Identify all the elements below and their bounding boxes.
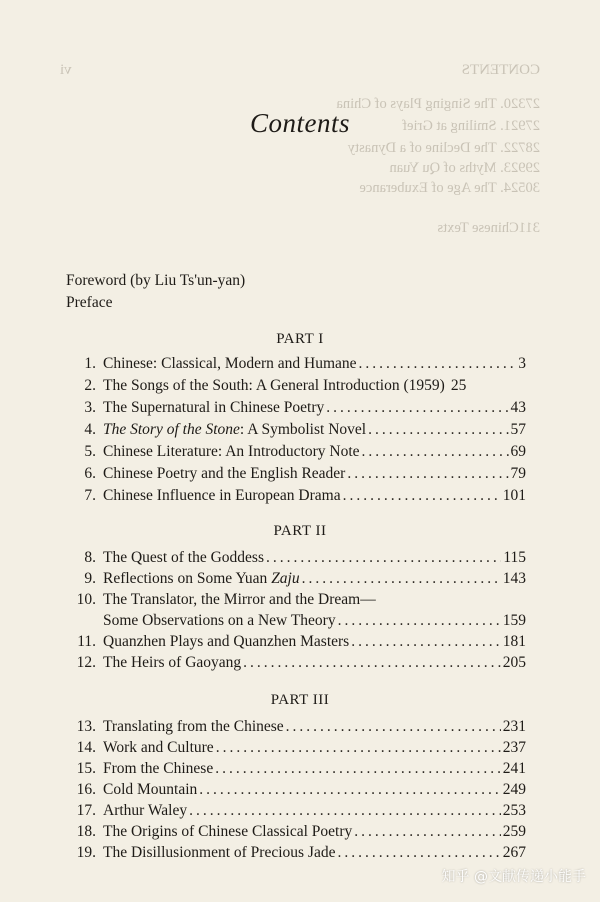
toc-entry: [66, 633, 526, 655]
entry-page: 267: [502, 844, 526, 861]
entry-title-italic: Zaju: [271, 570, 300, 587]
toc-entry: [66, 591, 526, 613]
show-through-entry: [60, 160, 540, 177]
toc-entry: [66, 739, 526, 761]
entry-title: The Songs of the South: A General Introduction (1959): [103, 377, 445, 394]
entry-page: 101: [502, 487, 526, 504]
part-heading: PART II: [273, 523, 327, 539]
leader-dots: [286, 718, 501, 736]
leader-dots: [359, 355, 517, 373]
leader-dots: [347, 465, 508, 483]
entry-title: Chinese Influence in European Drama: [103, 487, 341, 504]
entry-page: 181: [502, 633, 526, 650]
show-through-folio: vi: [60, 62, 72, 78]
leader-dots: [362, 443, 509, 461]
toc-entry: [66, 760, 526, 782]
entry-title: Quanzhen Plays and Quanzhen Masters: [103, 633, 350, 650]
show-through-page: 305: [518, 180, 540, 196]
toc-entry: [66, 718, 526, 740]
leader-dots: [302, 570, 501, 588]
entry-title-plain: Reflections on Some Yuan: [103, 570, 272, 587]
entry-title-italic: The Story of the Stone: [103, 421, 240, 438]
show-through-title: The Singing Plays of China: [336, 96, 497, 112]
entry-title: The Heirs of Gaoyang: [103, 654, 242, 671]
toc-entry: [66, 421, 526, 443]
toc-entry: [66, 844, 526, 866]
toc-entry: [66, 549, 526, 571]
entry-page: 3: [518, 355, 526, 372]
toc-entry: [66, 355, 526, 377]
show-through-header-text: CONTENTS: [461, 62, 540, 78]
entry-page: 249: [502, 781, 526, 798]
show-through-title: The Decline of a Dynasty: [347, 140, 497, 156]
entry-number: 11.: [77, 633, 96, 650]
entry-page: 159: [502, 612, 526, 629]
entry-title: The Translator, the Mirror and the Dream—: [103, 591, 376, 608]
entry-title: Cold Mountain: [103, 781, 198, 798]
show-through-title: Smiling at Grief: [402, 118, 497, 134]
show-through-page: 279: [518, 118, 540, 134]
toc-entry: [66, 399, 526, 421]
leader-dots: [337, 844, 500, 862]
show-through-page: 299: [518, 160, 540, 176]
toc-entry: [66, 802, 526, 824]
entry-page: 115: [503, 549, 526, 566]
entry-title: The Supernatural in Chinese Poetry: [103, 399, 325, 416]
leader-dots: [199, 781, 500, 799]
entry-page: 25: [450, 377, 467, 394]
entry-number: 17.: [76, 802, 96, 819]
leader-dots: [351, 633, 501, 651]
show-through-header: [60, 62, 540, 79]
entry-number: 12.: [76, 654, 96, 671]
toc-entry: [66, 570, 526, 592]
front-matter-preface: Preface: [66, 294, 113, 311]
entry-title: The Disillusionment of Precious Jade: [103, 844, 336, 861]
entry-number: 7.: [84, 487, 96, 504]
entry-title: Some Observations on a New Theory: [103, 612, 336, 629]
entry-title: [103, 570, 300, 588]
show-through-num: 20.: [500, 96, 519, 112]
leader-dots: [243, 654, 501, 672]
entry-page: 43: [510, 399, 526, 416]
front-matter-foreword: Foreword (by Liu Ts'un-yan): [66, 272, 246, 289]
part-heading: PART III: [270, 692, 330, 708]
entry-title: Translating from the Chinese: [103, 718, 284, 735]
entry-page: 241: [502, 760, 526, 777]
leader-dots: [354, 823, 501, 841]
show-through-entry: [60, 180, 540, 197]
leader-dots: [368, 421, 508, 439]
entry-number: 14.: [76, 739, 96, 756]
page-title: Contents: [249, 108, 350, 138]
show-through-page: 273: [518, 96, 540, 112]
toc-entry: [66, 823, 526, 845]
toc-entry: [66, 443, 526, 465]
leader-dots: [326, 399, 508, 417]
entry-title: [103, 421, 366, 439]
entry-page: 57: [510, 421, 526, 438]
show-through-num: 21.: [500, 118, 519, 134]
entry-title-rest: : A Symbolist Novel: [239, 421, 367, 438]
entry-number: 2.: [84, 377, 96, 394]
entry-number: 4.: [84, 421, 96, 438]
entry-number: 19.: [76, 844, 96, 861]
show-through-page: 287: [518, 140, 540, 156]
toc-entry: [66, 465, 526, 487]
entry-page: 69: [510, 443, 526, 460]
show-through-chinese-texts-page: 311: [518, 220, 540, 236]
show-through-num: 23.: [500, 160, 519, 176]
entry-title: Work and Culture: [103, 739, 214, 756]
watermark-text: 知乎 @文献传递小能手: [441, 869, 586, 885]
toc-entry: [66, 612, 526, 634]
entry-title: Chinese Poetry and the English Reader: [103, 465, 346, 482]
entry-number: 3.: [84, 399, 96, 416]
part-heading: PART I: [276, 331, 324, 347]
entry-number: 8.: [84, 549, 96, 566]
leader-dots: [189, 802, 501, 820]
show-through-num: 24.: [500, 180, 519, 196]
entry-page: 259: [502, 823, 526, 840]
show-through-num: 22.: [500, 140, 519, 156]
show-through-title: The Age of Exuberance: [359, 180, 497, 196]
leader-dots: [266, 549, 501, 567]
entry-number: 18.: [76, 823, 96, 840]
toc-entry: [66, 377, 526, 399]
entry-page: 231: [502, 718, 526, 735]
show-through-chinese-texts: [60, 220, 540, 237]
leader-dots: [343, 487, 501, 505]
leader-dots: [215, 760, 501, 778]
entry-title: From the Chinese: [103, 760, 214, 777]
entry-title: The Origins of Chinese Classical Poetry: [103, 823, 353, 840]
show-through-title: Myths of Qu Yuan: [389, 160, 497, 176]
entry-number: 16.: [76, 781, 96, 798]
entry-number: 15.: [76, 760, 96, 777]
entry-number: 10.: [76, 591, 96, 608]
leader-dots: [216, 739, 501, 757]
toc-entry: [66, 487, 526, 509]
entry-page: 237: [502, 739, 526, 756]
show-through-chinese-texts-label: Chinese Texts: [437, 220, 519, 236]
entry-page: 143: [502, 570, 526, 587]
entry-title: Chinese Literature: An Introductory Note: [103, 443, 360, 460]
entry-title: Arthur Waley: [103, 802, 188, 819]
entry-title: Chinese: Classical, Modern and Humane: [103, 355, 357, 372]
entry-number: 5.: [84, 443, 96, 460]
leader-dots: [338, 612, 501, 630]
entry-number: 1.: [84, 355, 96, 372]
show-through-entry: [60, 140, 540, 157]
entry-page: 79: [510, 465, 526, 482]
entry-title: The Quest of the Goddess: [103, 549, 264, 566]
entry-page: 205: [502, 654, 526, 671]
toc-entry: [66, 654, 526, 676]
entry-number: 6.: [84, 465, 96, 482]
entry-number: 9.: [84, 570, 96, 587]
entry-number: 13.: [76, 718, 96, 735]
toc-entry: [66, 781, 526, 803]
entry-page: 253: [502, 802, 526, 819]
